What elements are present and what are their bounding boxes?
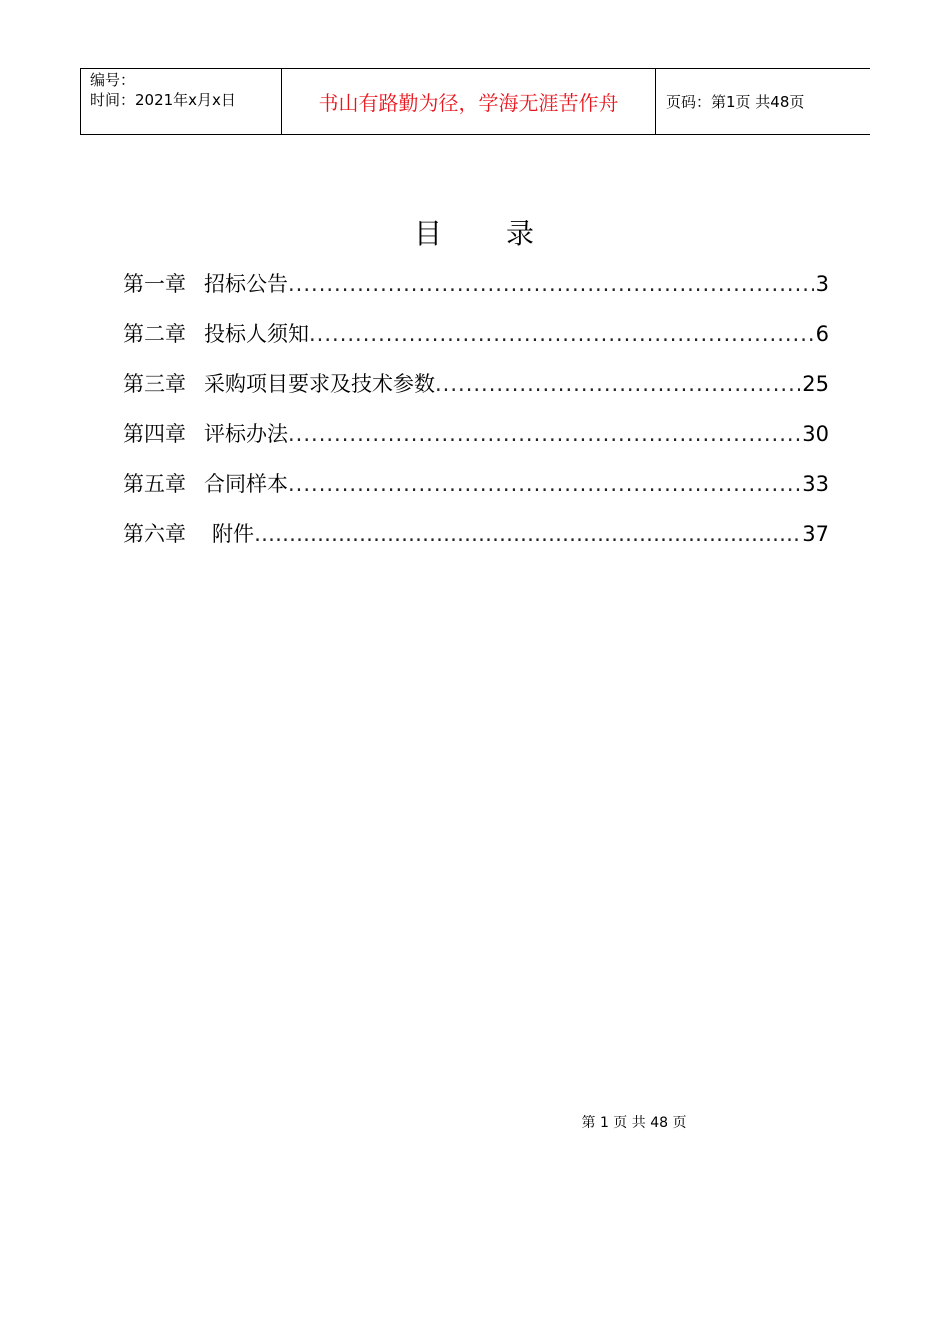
document-header	[80, 68, 870, 135]
toc-chapter: 第三章	[123, 372, 186, 396]
toc-entry[interactable]	[123, 464, 829, 514]
toc-page-number: 6	[815, 322, 829, 346]
toc-page-number: 30	[802, 422, 829, 446]
header-page-cell	[656, 69, 870, 134]
toc-title	[0, 214, 950, 254]
toc-entry[interactable]	[123, 264, 829, 314]
toc-chapter: 第六章	[123, 522, 186, 546]
header-page-code: 页码：第1页 共48页	[666, 93, 805, 111]
toc-page-number: 37	[802, 522, 829, 546]
toc-chapter: 第四章	[123, 422, 186, 446]
toc-title-right: 录	[506, 217, 537, 250]
toc-chapter: 第一章	[123, 272, 186, 296]
toc-entry[interactable]	[123, 364, 829, 414]
table-of-contents	[123, 264, 829, 564]
toc-entry[interactable]	[123, 414, 829, 464]
toc-page-number: 33	[802, 472, 829, 496]
toc-entry-name: 招标公告	[204, 272, 288, 296]
toc-leader-dots	[288, 414, 800, 454]
document-number-label: 编号：	[90, 71, 136, 89]
toc-page-number: 25	[802, 372, 829, 396]
toc-entry-name: 评标办法	[204, 422, 288, 446]
toc-entry[interactable]	[123, 514, 829, 564]
header-motto: 书山有路勤为径，学海无涯苦作舟	[318, 91, 619, 115]
toc-leader-dots	[288, 464, 800, 504]
header-motto-cell	[282, 69, 656, 134]
toc-entry-name: 投标人须知	[204, 322, 309, 346]
header-info-cell	[81, 69, 282, 134]
toc-chapter: 第二章	[123, 322, 186, 346]
toc-entry-name: 合同样本	[204, 472, 288, 496]
toc-page-number: 3	[815, 272, 829, 296]
toc-leader-dots	[435, 364, 800, 404]
toc-leader-dots	[254, 514, 800, 554]
toc-title-left: 目	[413, 217, 444, 250]
toc-leader-dots	[309, 314, 814, 354]
document-time-label: 时间：2021年x月x日	[90, 91, 236, 109]
footer-page-number: 第 1 页 共 48 页	[581, 1115, 687, 1131]
toc-leader-dots	[288, 264, 814, 304]
toc-chapter: 第五章	[123, 472, 186, 496]
toc-entry-name: 附件	[212, 522, 254, 546]
toc-entry-name: 采购项目要求及技术参数	[204, 372, 435, 396]
toc-entry[interactable]	[123, 314, 829, 364]
